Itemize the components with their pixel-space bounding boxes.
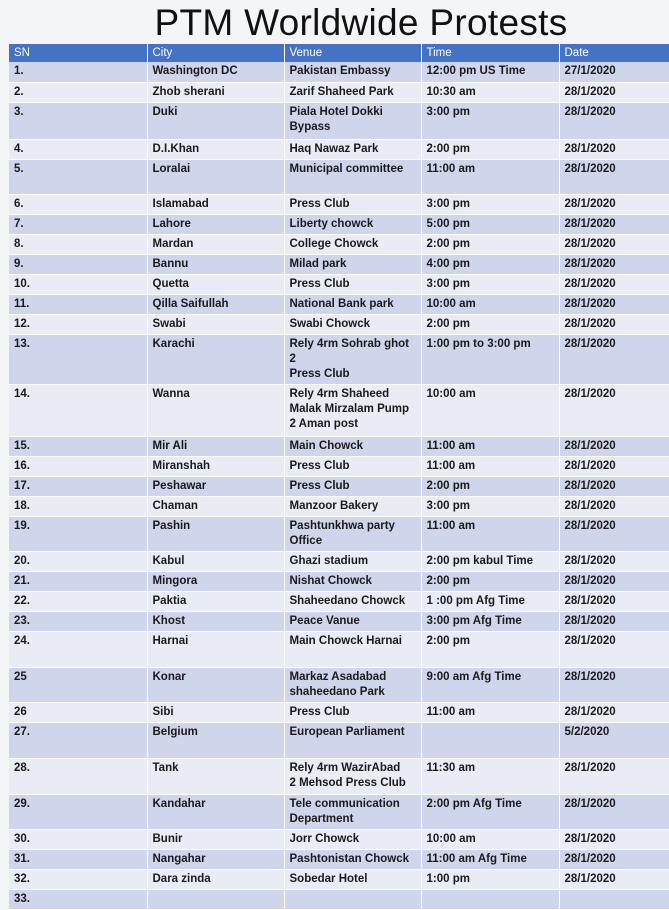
cell-sn: 23. xyxy=(9,611,147,631)
table-row xyxy=(9,456,669,476)
table-row xyxy=(9,667,669,702)
cell-venue: Rely 4rm Sohrab ghot 2 Press Club xyxy=(284,334,421,384)
cell-venue: Zarif Shaheed Park xyxy=(284,82,421,102)
cell-venue: Press Club xyxy=(284,702,421,722)
cell-sn: 1. xyxy=(9,62,147,82)
cell-venue: Pakistan Embassy xyxy=(284,62,421,82)
cell-date: 28/1/2020 xyxy=(559,591,669,611)
cell-venue: Shaheedano Chowck xyxy=(284,591,421,611)
table-body xyxy=(9,62,669,909)
cell-date: 28/1/2020 xyxy=(559,849,669,869)
cell-date: 28/1/2020 xyxy=(559,254,669,274)
cell-sn: 15. xyxy=(9,436,147,456)
table-row xyxy=(9,159,669,194)
cell-city: Mardan xyxy=(147,234,284,254)
table-row xyxy=(9,794,669,829)
cell-time xyxy=(421,722,559,758)
table-row xyxy=(9,294,669,314)
cell-city: Khost xyxy=(147,611,284,631)
cell-sn: 26 xyxy=(9,702,147,722)
table-row xyxy=(9,702,669,722)
cell-city: Kandahar xyxy=(147,794,284,829)
cell-sn: 18. xyxy=(9,496,147,516)
cell-sn: 12. xyxy=(9,314,147,334)
cell-time: 11:00 am Afg Time xyxy=(421,849,559,869)
table-row xyxy=(9,102,669,139)
cell-sn: 9. xyxy=(9,254,147,274)
cell-city: Swabi xyxy=(147,314,284,334)
cell-time: 11:30 am xyxy=(421,758,559,794)
cell-sn: 30. xyxy=(9,829,147,849)
table-row xyxy=(9,496,669,516)
cell-date: 28/1/2020 xyxy=(559,82,669,102)
cell-venue: Piala Hotel Dokki Bypass xyxy=(284,102,421,139)
cell-sn: 19. xyxy=(9,516,147,551)
cell-venue: Municipal committee xyxy=(284,159,421,194)
cell-venue: Rely 4rm WazirAbad 2 Mehsod Press Club xyxy=(284,758,421,794)
cell-time: 5:00 pm xyxy=(421,214,559,234)
cell-date: 28/1/2020 xyxy=(559,456,669,476)
cell-date: 28/1/2020 xyxy=(559,551,669,571)
cell-time: 11:00 am xyxy=(421,436,559,456)
cell-date: 28/1/2020 xyxy=(559,476,669,496)
cell-date: 28/1/2020 xyxy=(559,384,669,436)
cell-venue: Liberty chowck xyxy=(284,214,421,234)
cell-venue: National Bank park xyxy=(284,294,421,314)
cell-city: Paktia xyxy=(147,591,284,611)
table-row xyxy=(9,334,669,384)
cell-sn: 29. xyxy=(9,794,147,829)
cell-venue: Pashtunkhwa party Office xyxy=(284,516,421,551)
header-venue: Venue xyxy=(284,44,421,62)
cell-sn: 3. xyxy=(9,102,147,139)
cell-date: 28/1/2020 xyxy=(559,334,669,384)
cell-time: 3:00 pm Afg Time xyxy=(421,611,559,631)
header-date: Date xyxy=(559,44,669,62)
table-row xyxy=(9,571,669,591)
cell-venue: Ghazi stadium xyxy=(284,551,421,571)
cell-sn: 6. xyxy=(9,194,147,214)
cell-time: 2:00 pm xyxy=(421,571,559,591)
cell-time: 10:30 am xyxy=(421,82,559,102)
cell-venue: Main Chowck xyxy=(284,436,421,456)
cell-city: Sibi xyxy=(147,702,284,722)
table-row xyxy=(9,869,669,889)
cell-sn: 20. xyxy=(9,551,147,571)
cell-date xyxy=(559,889,669,909)
cell-sn: 4. xyxy=(9,139,147,159)
page-title: PTM Worldwide Protests xyxy=(154,2,568,43)
cell-venue: Nishat Chowck xyxy=(284,571,421,591)
cell-city: Loralai xyxy=(147,159,284,194)
cell-venue: Press Club xyxy=(284,274,421,294)
cell-city: Dara zinda xyxy=(147,869,284,889)
cell-venue: Markaz Asadabad shaheedano Park xyxy=(284,667,421,702)
cell-city: Konar xyxy=(147,667,284,702)
header-time: Time xyxy=(421,44,559,62)
table-row xyxy=(9,551,669,571)
table-row xyxy=(9,139,669,159)
cell-city: Quetta xyxy=(147,274,284,294)
table-row xyxy=(9,758,669,794)
cell-city: D.I.Khan xyxy=(147,139,284,159)
cell-sn: 11. xyxy=(9,294,147,314)
table-row xyxy=(9,611,669,631)
cell-sn: 17. xyxy=(9,476,147,496)
cell-city: Tank xyxy=(147,758,284,794)
table-row xyxy=(9,82,669,102)
cell-date: 28/1/2020 xyxy=(559,794,669,829)
cell-date: 27/1/2020 xyxy=(559,62,669,82)
cell-date: 28/1/2020 xyxy=(559,314,669,334)
cell-time: 2:00 pm xyxy=(421,139,559,159)
cell-venue: Manzoor Bakery xyxy=(284,496,421,516)
cell-venue: Rely 4rm Shaheed Malak Mirzalam Pump 2 Aman post xyxy=(284,384,421,436)
cell-date: 28/1/2020 xyxy=(559,571,669,591)
cell-city: Washington DC xyxy=(147,62,284,82)
cell-venue: College Chowck xyxy=(284,234,421,254)
cell-city: Mir Ali xyxy=(147,436,284,456)
cell-venue: Main Chowck Harnai xyxy=(284,631,421,667)
cell-date: 28/1/2020 xyxy=(559,829,669,849)
cell-venue: Press Club xyxy=(284,194,421,214)
cell-date: 28/1/2020 xyxy=(559,294,669,314)
cell-city xyxy=(147,889,284,909)
cell-venue: Sobedar Hotel xyxy=(284,869,421,889)
table-row xyxy=(9,849,669,869)
cell-city: Miranshah xyxy=(147,456,284,476)
cell-city: Kabul xyxy=(147,551,284,571)
cell-sn: 33. xyxy=(9,889,147,909)
table-row xyxy=(9,722,669,758)
cell-date: 28/1/2020 xyxy=(559,496,669,516)
cell-venue: Peace Vanue xyxy=(284,611,421,631)
cell-sn: 32. xyxy=(9,869,147,889)
cell-date: 28/1/2020 xyxy=(559,631,669,667)
cell-time: 11:00 am xyxy=(421,159,559,194)
cell-city: Duki xyxy=(147,102,284,139)
cell-time: 2:00 pm xyxy=(421,476,559,496)
cell-sn: 21. xyxy=(9,571,147,591)
table-row xyxy=(9,194,669,214)
cell-date: 28/1/2020 xyxy=(559,274,669,294)
table-row xyxy=(9,476,669,496)
cell-city: Karachi xyxy=(147,334,284,384)
cell-city: Harnai xyxy=(147,631,284,667)
table-row xyxy=(9,436,669,456)
cell-sn: 31. xyxy=(9,849,147,869)
cell-time: 4:00 pm xyxy=(421,254,559,274)
cell-date: 28/1/2020 xyxy=(559,139,669,159)
cell-city: Islamabad xyxy=(147,194,284,214)
cell-time: 2:00 pm xyxy=(421,314,559,334)
cell-venue: Press Club xyxy=(284,476,421,496)
table-row xyxy=(9,889,669,909)
cell-date: 28/1/2020 xyxy=(559,702,669,722)
cell-venue: European Parliament xyxy=(284,722,421,758)
cell-city: Lahore xyxy=(147,214,284,234)
cell-city: Nangahar xyxy=(147,849,284,869)
cell-time: 11:00 am xyxy=(421,702,559,722)
header-city: City xyxy=(147,44,284,62)
cell-date: 28/1/2020 xyxy=(559,758,669,794)
cell-date: 28/1/2020 xyxy=(559,436,669,456)
cell-time: 9:00 am Afg Time xyxy=(421,667,559,702)
cell-city: Chaman xyxy=(147,496,284,516)
cell-date: 5/2/2020 xyxy=(559,722,669,758)
table-row xyxy=(9,62,669,82)
table-row xyxy=(9,631,669,667)
cell-time: 1:00 pm to 3:00 pm xyxy=(421,334,559,384)
cell-time: 2:00 pm xyxy=(421,631,559,667)
cell-time: 3:00 pm xyxy=(421,496,559,516)
table-row xyxy=(9,591,669,611)
cell-venue xyxy=(284,889,421,909)
cell-city: Mingora xyxy=(147,571,284,591)
table-row xyxy=(9,254,669,274)
cell-time: 10:00 am xyxy=(421,829,559,849)
cell-city: Qilla Saifullah xyxy=(147,294,284,314)
cell-time: 2:00 pm Afg Time xyxy=(421,794,559,829)
cell-sn: 13. xyxy=(9,334,147,384)
cell-date: 28/1/2020 xyxy=(559,234,669,254)
cell-time: 1 :00 pm Afg Time xyxy=(421,591,559,611)
header-sn: SN xyxy=(9,44,147,62)
cell-venue: Jorr Chowck xyxy=(284,829,421,849)
table-row xyxy=(9,384,669,436)
cell-city: Bannu xyxy=(147,254,284,274)
table-row xyxy=(9,516,669,551)
cell-date: 28/1/2020 xyxy=(559,194,669,214)
table-header-row xyxy=(9,44,669,62)
cell-sn: 28. xyxy=(9,758,147,794)
cell-city: Peshawar xyxy=(147,476,284,496)
table-row xyxy=(9,234,669,254)
cell-sn: 7. xyxy=(9,214,147,234)
cell-sn: 25 xyxy=(9,667,147,702)
cell-venue: Press Club xyxy=(284,456,421,476)
protest-schedule-table xyxy=(9,44,669,910)
cell-sn: 5. xyxy=(9,159,147,194)
cell-sn: 27. xyxy=(9,722,147,758)
cell-time: 2:00 pm kabul Time xyxy=(421,551,559,571)
cell-time: 3:00 pm xyxy=(421,102,559,139)
table-row xyxy=(9,829,669,849)
cell-date: 28/1/2020 xyxy=(559,214,669,234)
cell-date: 28/1/2020 xyxy=(559,869,669,889)
cell-city: Zhob sherani xyxy=(147,82,284,102)
cell-city: Wanna xyxy=(147,384,284,436)
cell-city: Belgium xyxy=(147,722,284,758)
cell-time: 2:00 pm xyxy=(421,234,559,254)
cell-date: 28/1/2020 xyxy=(559,159,669,194)
cell-date: 28/1/2020 xyxy=(559,667,669,702)
cell-sn: 16. xyxy=(9,456,147,476)
cell-sn: 10. xyxy=(9,274,147,294)
cell-time: 1:00 pm xyxy=(421,869,559,889)
cell-date: 28/1/2020 xyxy=(559,611,669,631)
cell-venue: Pashtonistan Chowck xyxy=(284,849,421,869)
cell-time: 10:00 am xyxy=(421,384,559,436)
cell-sn: 8. xyxy=(9,234,147,254)
cell-venue: Haq Nawaz Park xyxy=(284,139,421,159)
cell-time: 3:00 pm xyxy=(421,194,559,214)
cell-time xyxy=(421,889,559,909)
cell-city: Bunir xyxy=(147,829,284,849)
cell-date: 28/1/2020 xyxy=(559,102,669,139)
cell-time: 3:00 pm xyxy=(421,274,559,294)
cell-venue: Tele communication Department xyxy=(284,794,421,829)
cell-time: 10:00 am xyxy=(421,294,559,314)
cell-sn: 14. xyxy=(9,384,147,436)
cell-time: 11:00 am xyxy=(421,516,559,551)
cell-sn: 2. xyxy=(9,82,147,102)
cell-city: Pashin xyxy=(147,516,284,551)
cell-venue: Swabi Chowck xyxy=(284,314,421,334)
cell-time: 11:00 am xyxy=(421,456,559,476)
table-row xyxy=(9,214,669,234)
cell-sn: 22. xyxy=(9,591,147,611)
cell-sn: 24. xyxy=(9,631,147,667)
table-row xyxy=(9,314,669,334)
cell-venue: Milad park xyxy=(284,254,421,274)
table-row xyxy=(9,274,669,294)
cell-time: 12:00 pm US Time xyxy=(421,62,559,82)
cell-date: 28/1/2020 xyxy=(559,516,669,551)
